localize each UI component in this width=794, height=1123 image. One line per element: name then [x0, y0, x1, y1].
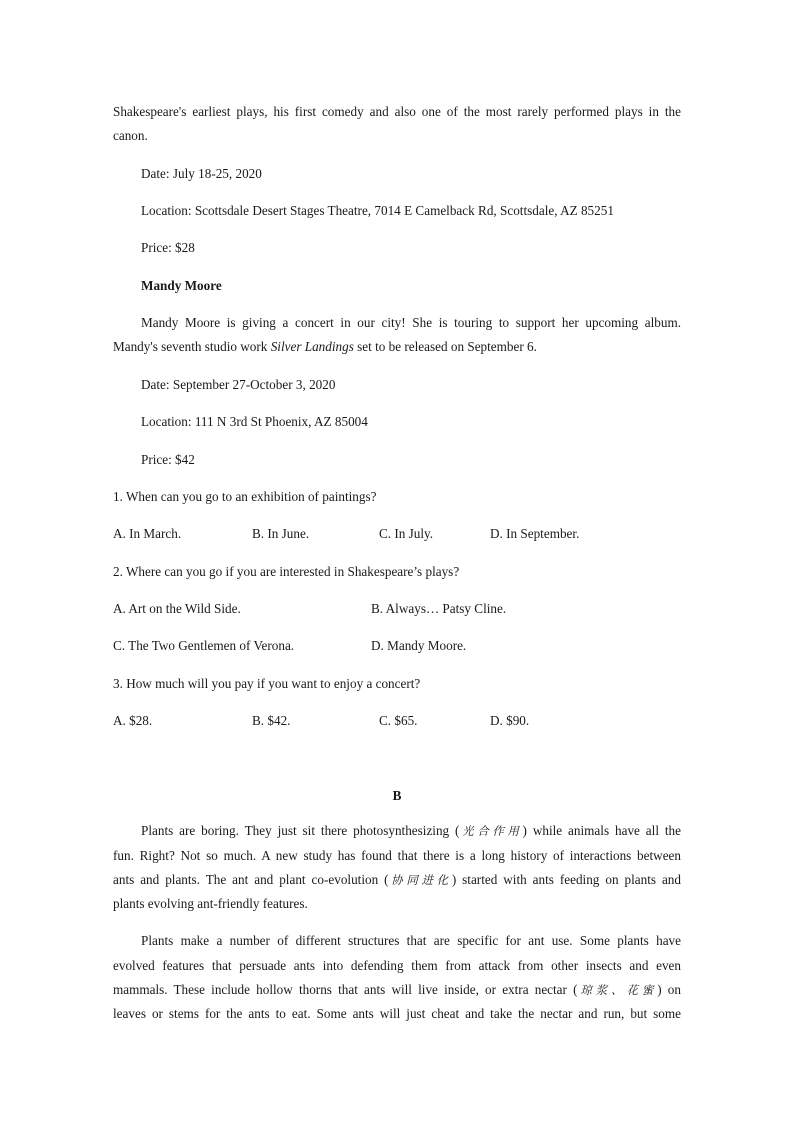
shakespeare-date: Date: July 18-25, 2020 — [141, 166, 262, 181]
question-2-option-c[interactable]: C. The Two Gentlemen of Verona. — [113, 638, 295, 653]
question-1-option-b[interactable]: B. In June. — [252, 526, 310, 541]
question-1-stem: 1. When can you go to an exhibition of paintings? — [113, 489, 377, 504]
passage-b-p2-line-3: mammals. These include hollow thorns that ants will live inside, or extra nectar (琼浆、花蜜) on — [113, 982, 681, 997]
mandy-description-line-2: Mandy's seventh studio work Silver Landings set to be released on September 6. — [113, 339, 537, 354]
question-2-option-d[interactable]: D. Mandy Moore. — [371, 638, 467, 653]
question-2-stem: 2. Where can you go if you are interested in Shakespeare’s plays? — [113, 564, 460, 579]
question-1-option-c[interactable]: C. In July. — [379, 526, 434, 541]
passage-b-p2-line-2: evolved features that persuade ants into defending them from attack from other insects and even — [113, 958, 681, 973]
question-3-option-b[interactable]: B. $42. — [252, 713, 291, 728]
shakespeare-price: Price: $28 — [141, 240, 195, 255]
mandy-moore-heading: Mandy Moore — [141, 278, 222, 293]
passage-b-p2-line-4: leaves or stems for the ants to eat. Some ants will just cheat and take the nectar and run, but some — [113, 1006, 681, 1021]
shakespeare-description-line-2: canon. — [113, 128, 148, 143]
album-title: Silver Landings — [270, 339, 354, 354]
mandy-description-line-1: Mandy Moore is giving a concert in our city! She is touring to support her upcoming album. — [141, 315, 681, 330]
shakespeare-location: Location: Scottsdale Desert Stages Theatre, 7014 E Camelback Rd, Scottsdale, AZ 85251 — [141, 203, 614, 218]
question-3-option-d[interactable]: D. $90. — [490, 713, 530, 728]
question-3-option-a[interactable]: A. $28. — [113, 713, 153, 728]
question-2-option-b[interactable]: B. Always… Patsy Cline. — [371, 601, 507, 616]
passage-b-p1-line-1: Plants are boring. They just sit there photosynthesizing (光合作用) while animals have all the — [141, 823, 682, 838]
shakespeare-description-line-1: Shakespeare's earliest plays, his first comedy and also one of the most rarely performed plays in the — [113, 104, 681, 119]
mandy-price: Price: $42 — [141, 452, 195, 467]
question-1-option-a[interactable]: A. In March. — [113, 526, 182, 541]
mandy-location: Location: 111 N 3rd St Phoenix, AZ 85004 — [141, 414, 368, 429]
passage-b-p1-line-4: plants evolving ant-friendly features. — [113, 896, 308, 911]
question-1-option-d[interactable]: D. In September. — [490, 526, 580, 541]
section-b-heading: B — [392, 788, 402, 803]
passage-b-p1-line-3: ants and plants. The ant and plant co-evolution (协同进化) started with ants feeding on plants and — [113, 872, 681, 887]
question-2-option-a[interactable]: A. Art on the Wild Side. — [113, 601, 241, 616]
question-3-stem: 3. How much will you pay if you want to enjoy a concert? — [113, 676, 421, 691]
question-3-option-c[interactable]: C. $65. — [379, 713, 418, 728]
mandy-date: Date: September 27-October 3, 2020 — [141, 377, 336, 392]
passage-b-p1-line-2: fun. Right? Not so much. A new study has found that there is a long history of interactions between — [113, 848, 681, 863]
passage-b-p2-line-1: Plants make a number of different structures that are specific for ant use. Some plants have — [141, 933, 681, 948]
